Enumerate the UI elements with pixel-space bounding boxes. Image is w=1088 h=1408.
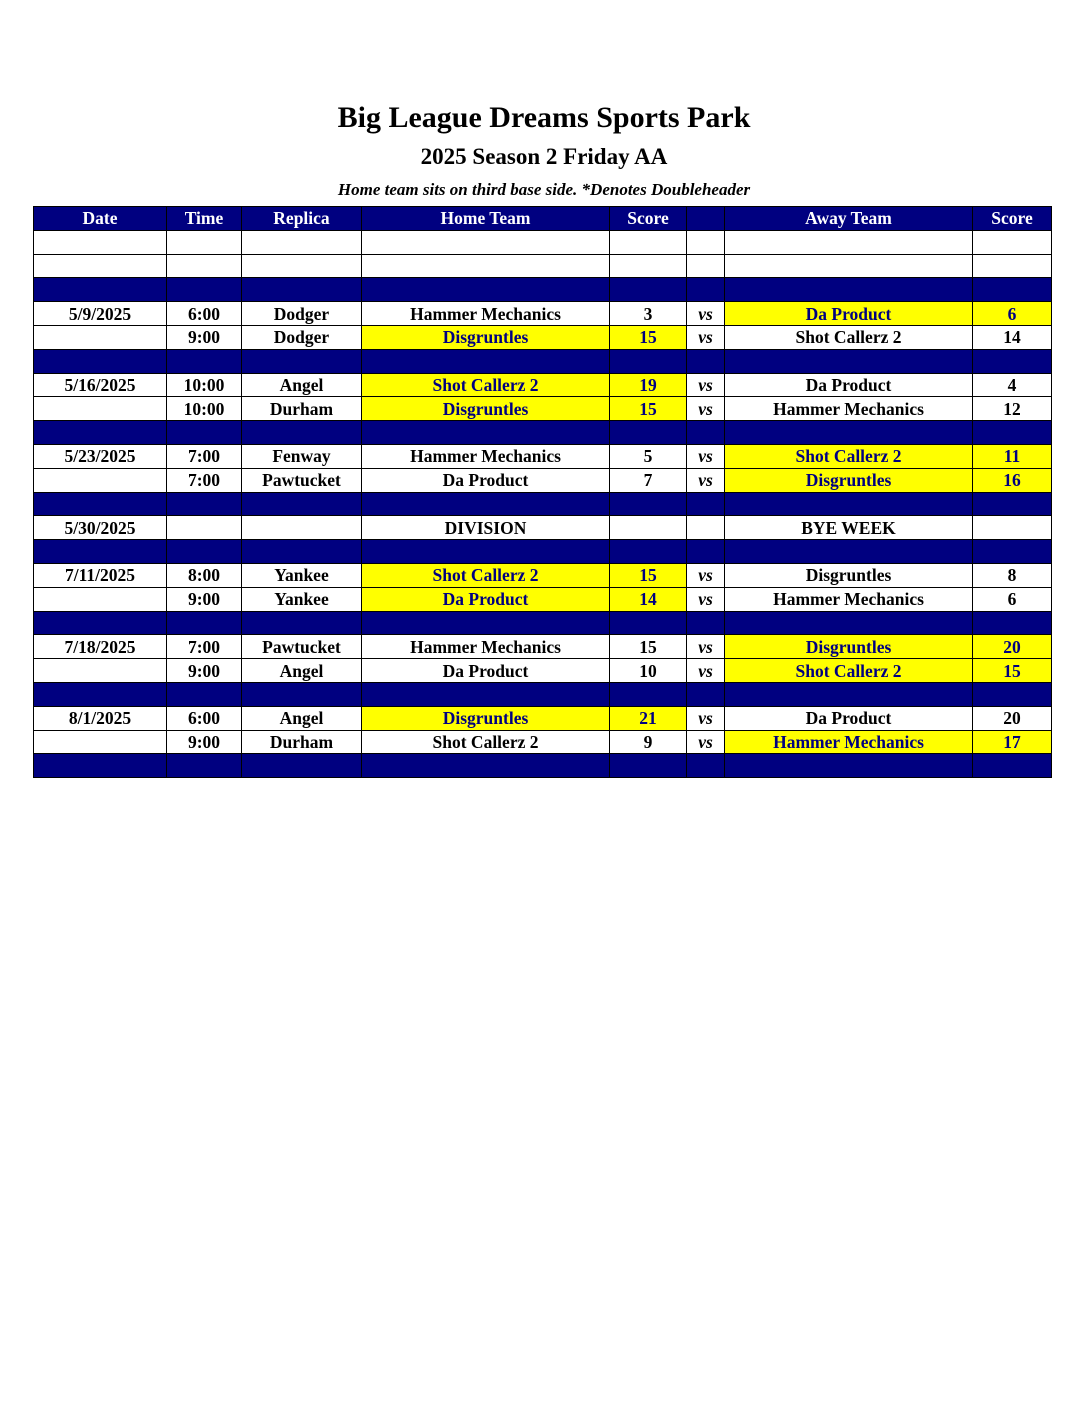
schedule-body [34, 230, 1052, 777]
date-cell: 7/11/2025 [34, 563, 167, 587]
game-row [34, 468, 1052, 492]
vs-cell: vs [687, 302, 725, 326]
separator-cell [610, 421, 687, 445]
blank-cell [34, 254, 167, 278]
separator-cell [973, 278, 1052, 302]
away-team-cell: Hammer Mechanics [725, 587, 973, 611]
replica-cell: Yankee [242, 587, 362, 611]
vs-cell: vs [687, 444, 725, 468]
blank-cell [167, 230, 242, 254]
col-away-team-header: Away Team [725, 207, 973, 231]
home-team-cell: Hammer Mechanics [362, 444, 610, 468]
blank-cell [725, 230, 973, 254]
separator-cell [242, 540, 362, 564]
separator-cell [687, 540, 725, 564]
separator-cell [167, 421, 242, 445]
separator-row [34, 492, 1052, 516]
separator-cell [725, 540, 973, 564]
separator-cell [167, 682, 242, 706]
date-cell [34, 730, 167, 754]
separator-cell [167, 540, 242, 564]
separator-cell [687, 421, 725, 445]
replica-cell: Durham [242, 397, 362, 421]
separator-cell [973, 540, 1052, 564]
separator-cell [34, 349, 167, 373]
separator-cell [34, 754, 167, 778]
col-away-score-header: Score [973, 207, 1052, 231]
blank-cell [167, 254, 242, 278]
away-team-cell: Hammer Mechanics [725, 397, 973, 421]
vs-cell: vs [687, 706, 725, 730]
home-team-cell: Disgruntles [362, 325, 610, 349]
away-team-cell: Disgruntles [725, 468, 973, 492]
vs-cell: vs [687, 397, 725, 421]
time-cell: 9:00 [167, 730, 242, 754]
game-row [34, 325, 1052, 349]
away-score-cell: 12 [973, 397, 1052, 421]
separator-cell [34, 540, 167, 564]
vs-cell: vs [687, 563, 725, 587]
separator-cell [687, 349, 725, 373]
separator-cell [167, 754, 242, 778]
replica-cell: Dodger [242, 302, 362, 326]
vs-cell: vs [687, 730, 725, 754]
separator-cell [687, 682, 725, 706]
separator-cell [687, 611, 725, 635]
blank-row [34, 254, 1052, 278]
replica-cell: Durham [242, 730, 362, 754]
separator-cell [687, 278, 725, 302]
home-score-cell: 15 [610, 563, 687, 587]
home-team-cell: Shot Callerz 2 [362, 373, 610, 397]
away-score-cell: 8 [973, 563, 1052, 587]
away-score-cell: 16 [973, 468, 1052, 492]
separator-cell [725, 611, 973, 635]
vs-cell: vs [687, 635, 725, 659]
separator-cell [610, 349, 687, 373]
separator-cell [973, 754, 1052, 778]
separator-row [34, 421, 1052, 445]
vs-cell: vs [687, 325, 725, 349]
vs-cell: vs [687, 468, 725, 492]
game-row [34, 659, 1052, 683]
separator-cell [167, 611, 242, 635]
time-cell: 9:00 [167, 325, 242, 349]
blank-cell [362, 254, 610, 278]
separator-cell [362, 349, 610, 373]
away-team-cell: Shot Callerz 2 [725, 325, 973, 349]
schedule-table [33, 206, 1052, 778]
game-row [34, 730, 1052, 754]
blank-row [34, 230, 1052, 254]
separator-cell [34, 278, 167, 302]
away-score-cell: 15 [973, 659, 1052, 683]
away-score-cell: 6 [973, 587, 1052, 611]
replica-cell: Pawtucket [242, 468, 362, 492]
game-row [34, 444, 1052, 468]
separator-cell [167, 349, 242, 373]
date-cell: 8/1/2025 [34, 706, 167, 730]
home-score-cell: 3 [610, 302, 687, 326]
away-score-cell: 4 [973, 373, 1052, 397]
home-team-cell: DIVISION [362, 516, 610, 540]
separator-cell [362, 682, 610, 706]
vs-cell: vs [687, 659, 725, 683]
separator-cell [725, 278, 973, 302]
game-row [34, 587, 1052, 611]
home-team-cell: Da Product [362, 468, 610, 492]
separator-cell [973, 682, 1052, 706]
game-row [34, 373, 1052, 397]
date-cell [34, 397, 167, 421]
separator-row [34, 540, 1052, 564]
game-row [34, 302, 1052, 326]
time-cell: 6:00 [167, 706, 242, 730]
separator-row [34, 349, 1052, 373]
time-cell: 8:00 [167, 563, 242, 587]
col-home-score-header: Score [610, 207, 687, 231]
blank-cell [242, 254, 362, 278]
separator-cell [687, 754, 725, 778]
separator-cell [242, 349, 362, 373]
date-cell: 5/16/2025 [34, 373, 167, 397]
header-row [34, 207, 1052, 231]
vs-cell [687, 516, 725, 540]
vs-cell: vs [687, 373, 725, 397]
separator-cell [242, 278, 362, 302]
date-cell [34, 587, 167, 611]
time-cell: 10:00 [167, 397, 242, 421]
date-cell [34, 659, 167, 683]
game-row [34, 706, 1052, 730]
home-score-cell [610, 516, 687, 540]
away-team-cell: Hammer Mechanics [725, 730, 973, 754]
separator-cell [362, 492, 610, 516]
separator-cell [362, 278, 610, 302]
home-team-cell: Disgruntles [362, 706, 610, 730]
replica-cell: Fenway [242, 444, 362, 468]
separator-cell [687, 492, 725, 516]
blank-cell [362, 230, 610, 254]
separator-cell [610, 754, 687, 778]
replica-cell: Angel [242, 373, 362, 397]
separator-cell [973, 349, 1052, 373]
page-subtitle: 2025 Season 2 Friday AA [420, 144, 668, 169]
away-score-cell: 20 [973, 706, 1052, 730]
col-date-header: Date [34, 207, 167, 231]
separator-cell [610, 492, 687, 516]
separator-cell [362, 611, 610, 635]
separator-cell [610, 540, 687, 564]
time-cell: 9:00 [167, 659, 242, 683]
separator-cell [725, 492, 973, 516]
replica-cell [242, 516, 362, 540]
blank-cell [687, 230, 725, 254]
game-row [34, 563, 1052, 587]
separator-cell [973, 421, 1052, 445]
replica-cell: Pawtucket [242, 635, 362, 659]
home-team-cell: Hammer Mechanics [362, 302, 610, 326]
separator-cell [362, 540, 610, 564]
separator-cell [34, 492, 167, 516]
away-team-cell: Da Product [725, 706, 973, 730]
separator-row [34, 754, 1052, 778]
separator-cell [725, 349, 973, 373]
col-replica-header: Replica [242, 207, 362, 231]
home-score-cell: 9 [610, 730, 687, 754]
away-team-cell: Da Product [725, 302, 973, 326]
away-team-cell: BYE WEEK [725, 516, 973, 540]
away-team-cell: Shot Callerz 2 [725, 444, 973, 468]
separator-cell [610, 278, 687, 302]
away-score-cell: 20 [973, 635, 1052, 659]
home-score-cell: 19 [610, 373, 687, 397]
separator-cell [362, 421, 610, 445]
date-cell: 5/9/2025 [34, 302, 167, 326]
away-score-cell [973, 516, 1052, 540]
date-cell: 5/30/2025 [34, 516, 167, 540]
time-cell [167, 516, 242, 540]
time-cell: 7:00 [167, 635, 242, 659]
away-team-cell: Disgruntles [725, 635, 973, 659]
blank-cell [973, 254, 1052, 278]
game-row [34, 397, 1052, 421]
schedule-note: Home team sits on third base side. *Denotes Doubleheader [337, 180, 751, 199]
replica-cell: Dodger [242, 325, 362, 349]
blank-cell [34, 230, 167, 254]
replica-cell: Angel [242, 659, 362, 683]
separator-cell [167, 278, 242, 302]
time-cell: 10:00 [167, 373, 242, 397]
separator-cell [973, 611, 1052, 635]
away-score-cell: 11 [973, 444, 1052, 468]
replica-cell: Yankee [242, 563, 362, 587]
date-cell: 5/23/2025 [34, 444, 167, 468]
separator-row [34, 278, 1052, 302]
separator-cell [242, 682, 362, 706]
date-cell [34, 468, 167, 492]
home-team-cell: Shot Callerz 2 [362, 563, 610, 587]
separator-cell [973, 492, 1052, 516]
col-time-header: Time [167, 207, 242, 231]
time-cell: 6:00 [167, 302, 242, 326]
vs-cell: vs [687, 587, 725, 611]
home-score-cell: 10 [610, 659, 687, 683]
separator-row [34, 611, 1052, 635]
home-team-cell: Da Product [362, 587, 610, 611]
away-score-cell: 17 [973, 730, 1052, 754]
blank-cell [725, 254, 973, 278]
separator-cell [362, 754, 610, 778]
home-score-cell: 7 [610, 468, 687, 492]
away-score-cell: 14 [973, 325, 1052, 349]
away-score-cell: 6 [973, 302, 1052, 326]
separator-cell [725, 421, 973, 445]
home-team-cell: Shot Callerz 2 [362, 730, 610, 754]
date-cell: 7/18/2025 [34, 635, 167, 659]
page-title: Big League Dreams Sports Park [337, 101, 751, 134]
home-team-cell: Da Product [362, 659, 610, 683]
home-team-cell: Hammer Mechanics [362, 635, 610, 659]
game-row [34, 516, 1052, 540]
home-score-cell: 15 [610, 635, 687, 659]
away-team-cell: Disgruntles [725, 563, 973, 587]
col-home-team-header: Home Team [362, 207, 610, 231]
replica-cell: Angel [242, 706, 362, 730]
col-vs-header [687, 207, 725, 231]
separator-cell [725, 682, 973, 706]
separator-cell [34, 682, 167, 706]
separator-cell [242, 611, 362, 635]
blank-cell [687, 254, 725, 278]
blank-cell [242, 230, 362, 254]
game-row [34, 635, 1052, 659]
blank-cell [610, 254, 687, 278]
home-team-cell: Disgruntles [362, 397, 610, 421]
time-cell: 9:00 [167, 587, 242, 611]
separator-row [34, 682, 1052, 706]
blank-cell [973, 230, 1052, 254]
time-cell: 7:00 [167, 468, 242, 492]
home-score-cell: 14 [610, 587, 687, 611]
separator-cell [242, 754, 362, 778]
separator-cell [242, 492, 362, 516]
home-score-cell: 15 [610, 397, 687, 421]
away-team-cell: Shot Callerz 2 [725, 659, 973, 683]
separator-cell [725, 754, 973, 778]
separator-cell [610, 611, 687, 635]
separator-cell [610, 682, 687, 706]
home-score-cell: 15 [610, 325, 687, 349]
home-score-cell: 21 [610, 706, 687, 730]
separator-cell [167, 492, 242, 516]
time-cell: 7:00 [167, 444, 242, 468]
blank-cell [610, 230, 687, 254]
home-score-cell: 5 [610, 444, 687, 468]
separator-cell [34, 611, 167, 635]
date-cell [34, 325, 167, 349]
separator-cell [242, 421, 362, 445]
separator-cell [34, 421, 167, 445]
away-team-cell: Da Product [725, 373, 973, 397]
